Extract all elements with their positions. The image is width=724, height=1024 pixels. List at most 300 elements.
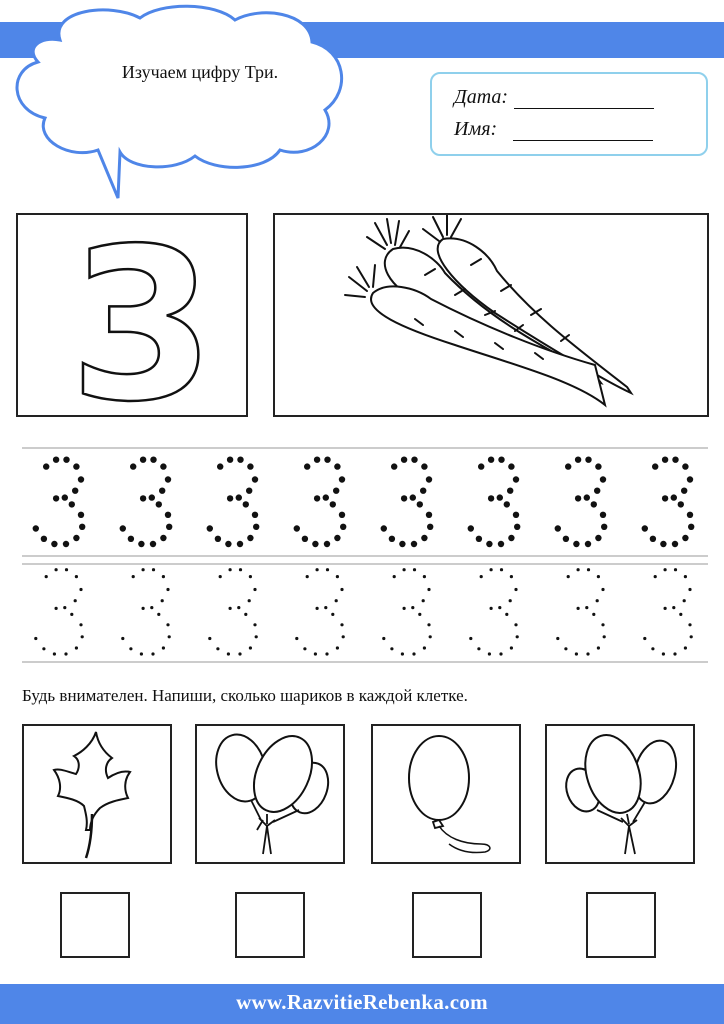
- trace-dot: [389, 536, 395, 542]
- trace-dot: [600, 512, 606, 518]
- trace-dot: [248, 599, 251, 602]
- trace-dot: [642, 525, 648, 531]
- trace-dot: [690, 635, 693, 638]
- trace-dot: [596, 599, 599, 602]
- trace-dot: [601, 524, 607, 530]
- trace-dot: [157, 613, 160, 616]
- trace-dot: [401, 652, 404, 655]
- trace-dot: [597, 575, 600, 578]
- trace-dot: [413, 568, 416, 571]
- trace-dot: [140, 457, 146, 463]
- trace-dot: [601, 623, 604, 626]
- trace-dot: [162, 575, 165, 578]
- trace-dot: [687, 512, 693, 518]
- trace-digit-bold[interactable]: [555, 457, 608, 548]
- trace-dot: [142, 607, 145, 610]
- trace-dot: [294, 525, 300, 531]
- trace-dot: [664, 568, 667, 571]
- trace-dot: [63, 457, 69, 463]
- trace-dot: [510, 575, 513, 578]
- trace-digit-light[interactable]: [121, 568, 171, 656]
- trace-dot: [672, 606, 675, 609]
- trace-dot: [681, 488, 687, 494]
- trace-dot: [684, 575, 687, 578]
- trace-dot: [156, 501, 162, 507]
- trace-dot: [51, 541, 57, 547]
- trace-dot: [246, 488, 252, 494]
- trace-dot: [505, 613, 508, 616]
- trace-dot: [340, 588, 343, 591]
- trace-dot: [161, 599, 164, 602]
- trace-dot: [303, 647, 306, 650]
- trace-dot: [652, 463, 658, 469]
- trace-dot: [555, 525, 561, 531]
- trace-dot: [664, 607, 667, 610]
- trace-dot: [412, 652, 415, 655]
- trace-dot: [63, 606, 66, 609]
- trace-dot: [688, 623, 691, 626]
- trace-dot: [302, 536, 308, 542]
- trace-dot: [390, 647, 393, 650]
- trace-dot: [149, 494, 155, 500]
- trace-dot: [334, 535, 340, 541]
- trace-dot: [504, 501, 510, 507]
- trace-dot: [514, 524, 520, 530]
- trace-digit-bold[interactable]: [468, 457, 521, 548]
- trace-dot: [237, 541, 243, 547]
- answer-box-1[interactable]: [60, 892, 130, 958]
- trace-dot: [509, 599, 512, 602]
- trace-dot: [488, 457, 494, 463]
- trace-dot: [422, 599, 425, 602]
- task-cell-3: [371, 724, 521, 864]
- trace-dot: [130, 463, 136, 469]
- trace-dot: [508, 463, 514, 469]
- balloons-icon: [197, 726, 343, 862]
- trace-digit-light[interactable]: [34, 568, 84, 656]
- trace-dot: [498, 606, 501, 609]
- trace-dot: [79, 524, 85, 530]
- trace-dot: [340, 524, 346, 530]
- trace-digit-bold[interactable]: [207, 457, 260, 548]
- trace-dot: [410, 494, 416, 500]
- trace-dot: [168, 635, 171, 638]
- trace-dot: [671, 494, 677, 500]
- trace-dot: [339, 512, 345, 518]
- trace-dot: [140, 495, 146, 501]
- trace-dot: [423, 575, 426, 578]
- trace-dot: [488, 495, 494, 501]
- website-link[interactable]: www.RazvitieRebenka.com: [236, 990, 488, 1014]
- tracing-area[interactable]: [0, 440, 724, 670]
- trace-dot: [591, 501, 597, 507]
- date-label: Дата:: [454, 86, 509, 108]
- trace-dot: [312, 541, 318, 547]
- trace-dot: [426, 512, 432, 518]
- trace-dot: [339, 476, 345, 482]
- trace-dot: [81, 635, 84, 638]
- trace-dot: [229, 568, 232, 571]
- trace-dot: [643, 637, 646, 640]
- trace-dot: [684, 646, 687, 649]
- trace-dot: [587, 568, 590, 571]
- trace-dot: [75, 646, 78, 649]
- trace-dot: [427, 524, 433, 530]
- trace-dot: [654, 575, 657, 578]
- trace-digit-bold[interactable]: [294, 457, 347, 548]
- trace-dot: [564, 647, 567, 650]
- trace-dot: [247, 535, 253, 541]
- trace-dot: [249, 575, 252, 578]
- name-row: [454, 118, 653, 141]
- trace-dot: [227, 652, 230, 655]
- trace-dot: [150, 541, 156, 547]
- outlined-digit-three: [18, 215, 246, 415]
- trace-dot: [423, 646, 426, 649]
- trace-dot: [236, 494, 242, 500]
- trace-dot: [165, 512, 171, 518]
- answer-box-4[interactable]: [586, 892, 656, 958]
- trace-dot: [334, 463, 340, 469]
- trace-dot: [325, 652, 328, 655]
- trace-digit-bold[interactable]: [381, 457, 434, 548]
- trace-dot: [513, 512, 519, 518]
- name-label: Имя:: [454, 118, 498, 140]
- trace-dot: [381, 525, 387, 531]
- trace-dot: [73, 535, 79, 541]
- trace-dot: [488, 652, 491, 655]
- trace-digit-light[interactable]: [556, 568, 606, 656]
- digit-frame: [16, 213, 248, 417]
- trace-dot: [508, 535, 514, 541]
- trace-dot: [573, 541, 579, 547]
- trace-dot: [70, 613, 73, 616]
- trace-dot: [152, 568, 155, 571]
- trace-dot: [314, 652, 317, 655]
- trace-dot: [660, 541, 666, 547]
- trace-dot: [476, 536, 482, 542]
- svg-text:3: 3: [68, 215, 216, 415]
- trace-dot: [316, 607, 319, 610]
- trace-dot: [306, 575, 309, 578]
- trace-dot: [324, 541, 330, 547]
- trace-dot: [160, 463, 166, 469]
- trace-dot: [166, 623, 169, 626]
- trace-dot: [597, 646, 600, 649]
- trace-dot: [426, 476, 432, 482]
- trace-dot: [673, 652, 676, 655]
- trace-dot: [121, 637, 124, 640]
- trace-dot: [672, 457, 678, 463]
- trace-dot: [586, 652, 589, 655]
- trace-dot: [391, 463, 397, 469]
- trace-dot: [510, 646, 513, 649]
- trace-dot: [253, 588, 256, 591]
- trace-dot: [55, 568, 58, 571]
- trace-dot: [159, 488, 165, 494]
- trace-dot: [331, 613, 334, 616]
- trace-digit-bold[interactable]: [120, 457, 173, 548]
- trace-dot: [565, 463, 571, 469]
- trace-dot: [468, 525, 474, 531]
- trace-dot: [316, 568, 319, 571]
- trace-dot: [401, 457, 407, 463]
- trace-dot: [128, 536, 134, 542]
- trace-dot: [427, 623, 430, 626]
- trace-dot: [393, 575, 396, 578]
- task-cell-2: [195, 724, 345, 864]
- trace-dot: [585, 606, 588, 609]
- trace-dot: [41, 536, 47, 542]
- trace-dot: [229, 607, 232, 610]
- trace-dot: [53, 652, 56, 655]
- leaf-icon: [24, 726, 170, 862]
- trace-dot: [330, 501, 336, 507]
- trace-dot: [577, 568, 580, 571]
- trace-dot: [166, 524, 172, 530]
- trace-dot: [585, 541, 591, 547]
- trace-dot: [237, 457, 243, 463]
- trace-dot: [53, 457, 59, 463]
- trace-dot: [594, 488, 600, 494]
- trace-dot: [72, 488, 78, 494]
- task-cell-4: [545, 724, 695, 864]
- trace-dot: [326, 568, 329, 571]
- trace-dot: [507, 488, 513, 494]
- trace-dot: [237, 606, 240, 609]
- trace-dot: [595, 535, 601, 541]
- trace-dot: [64, 652, 67, 655]
- trace-dot: [340, 623, 343, 626]
- trace-dot: [324, 606, 327, 609]
- trace-dot: [63, 541, 69, 547]
- trace-dot: [75, 575, 78, 578]
- trace-dot: [498, 457, 504, 463]
- info-box: [430, 72, 708, 156]
- trace-dot: [53, 495, 59, 501]
- trace-digit-light[interactable]: [643, 568, 693, 656]
- trace-dot: [480, 575, 483, 578]
- trace-dot: [600, 476, 606, 482]
- task-cell-1: [22, 724, 172, 864]
- trace-dot: [688, 524, 694, 530]
- trace-dot: [215, 536, 221, 542]
- trace-dot: [687, 476, 693, 482]
- trace-dot: [399, 541, 405, 547]
- trace-dot: [679, 613, 682, 616]
- trace-dot: [255, 635, 258, 638]
- task-instruction: Будь внимателен. Напиши, сколько шариков в каждой клетке.: [22, 686, 468, 705]
- trace-dot: [674, 568, 677, 571]
- trace-dot: [247, 463, 253, 469]
- trace-dot: [151, 652, 154, 655]
- trace-dot: [62, 494, 68, 500]
- trace-dot: [140, 652, 143, 655]
- trace-dot: [514, 623, 517, 626]
- trace-dot: [682, 463, 688, 469]
- trace-dot: [490, 607, 493, 610]
- trace-dot: [417, 501, 423, 507]
- trace-digit-bold[interactable]: [642, 457, 695, 548]
- trace-dot: [216, 647, 219, 650]
- trace-dot: [516, 635, 519, 638]
- trace-dot: [513, 476, 519, 482]
- trace-dot: [585, 457, 591, 463]
- trace-dot: [304, 463, 310, 469]
- trace-dot: [138, 541, 144, 547]
- trace-dot: [672, 541, 678, 547]
- trace-dot: [34, 637, 37, 640]
- trace-dot: [314, 457, 320, 463]
- trace-dot: [43, 463, 49, 469]
- trace-dot: [243, 501, 249, 507]
- trace-dot: [603, 635, 606, 638]
- trace-dot: [401, 495, 407, 501]
- trace-dot: [567, 575, 570, 578]
- trace-dot: [421, 535, 427, 541]
- trace-dot: [500, 568, 503, 571]
- trace-dot: [150, 606, 153, 609]
- trace-dot: [469, 637, 472, 640]
- trace-dot: [477, 647, 480, 650]
- trace-dot: [682, 535, 688, 541]
- trace-dot: [497, 494, 503, 500]
- trace-dot: [584, 494, 590, 500]
- trace-dot: [73, 463, 79, 469]
- trace-dot: [563, 536, 569, 542]
- trace-digit-light[interactable]: [469, 568, 519, 656]
- answer-box-2[interactable]: [235, 892, 305, 958]
- trace-dot: [575, 495, 581, 501]
- trace-dot: [78, 476, 84, 482]
- trace-digit-light[interactable]: [382, 568, 432, 656]
- trace-dot: [498, 541, 504, 547]
- trace-dot: [662, 457, 668, 463]
- trace-dot: [688, 588, 691, 591]
- trace-dot: [252, 476, 258, 482]
- trace-dot: [575, 652, 578, 655]
- trace-dot: [227, 495, 233, 501]
- trace-dot: [150, 457, 156, 463]
- trace-dot: [514, 588, 517, 591]
- trace-dot: [244, 613, 247, 616]
- trace-dot: [421, 463, 427, 469]
- trace-digit-light[interactable]: [208, 568, 258, 656]
- trace-dot: [295, 637, 298, 640]
- trace-dot: [411, 541, 417, 547]
- trace-digit-light[interactable]: [295, 568, 345, 656]
- trace-dot: [427, 588, 430, 591]
- trace-dot: [478, 463, 484, 469]
- trace-dot: [335, 599, 338, 602]
- trace-dot: [166, 588, 169, 591]
- trace-dot: [238, 652, 241, 655]
- trace-dot: [499, 652, 502, 655]
- trace-dot: [207, 525, 213, 531]
- trace-dot: [33, 525, 39, 531]
- trace-dot: [227, 457, 233, 463]
- trace-dot: [577, 607, 580, 610]
- trace-dot: [219, 575, 222, 578]
- balloon-icon: [373, 726, 519, 862]
- page-title: Изучаем цифру Три.: [121, 62, 279, 82]
- trace-dot: [225, 541, 231, 547]
- trace-dot: [429, 635, 432, 638]
- trace-dot: [69, 501, 75, 507]
- trace-dot: [79, 623, 82, 626]
- trace-dot: [411, 606, 414, 609]
- trace-dot: [208, 637, 211, 640]
- trace-dot: [142, 568, 145, 571]
- trace-dot: [74, 599, 77, 602]
- trace-dot: [382, 637, 385, 640]
- trace-dot: [42, 647, 45, 650]
- trace-dot: [324, 457, 330, 463]
- trace-dot: [252, 512, 258, 518]
- date-field[interactable]: [514, 90, 654, 109]
- trace-dot: [323, 494, 329, 500]
- trace-dot: [678, 501, 684, 507]
- trace-dot: [162, 646, 165, 649]
- trace-dot: [65, 568, 68, 571]
- trace-dot: [662, 652, 665, 655]
- trace-dot: [575, 457, 581, 463]
- trace-dot: [249, 646, 252, 649]
- trace-dot: [129, 647, 132, 650]
- trace-dot: [486, 541, 492, 547]
- trace-dot: [420, 488, 426, 494]
- trace-dot: [403, 607, 406, 610]
- answer-box-3[interactable]: [412, 892, 482, 958]
- trace-dot: [342, 635, 345, 638]
- picture-frame: [273, 213, 709, 417]
- trace-dot: [411, 457, 417, 463]
- trace-dot: [120, 525, 126, 531]
- trace-dot: [650, 536, 656, 542]
- trace-digit-bold[interactable]: [33, 457, 86, 548]
- trace-dot: [160, 535, 166, 541]
- trace-dot: [336, 646, 339, 649]
- trace-dot: [556, 637, 559, 640]
- trace-dot: [662, 495, 668, 501]
- date-row: [454, 86, 654, 109]
- trace-dot: [253, 623, 256, 626]
- trace-dot: [314, 495, 320, 501]
- balloons-icon: [547, 726, 693, 862]
- trace-dot: [45, 575, 48, 578]
- trace-dot: [595, 463, 601, 469]
- trace-dot: [336, 575, 339, 578]
- carrots-icon: [275, 215, 707, 415]
- trace-dot: [132, 575, 135, 578]
- trace-dot: [79, 588, 82, 591]
- trace-dot: [490, 568, 493, 571]
- trace-dot: [78, 512, 84, 518]
- trace-dot: [239, 568, 242, 571]
- trace-dot: [403, 568, 406, 571]
- trace-dot: [601, 588, 604, 591]
- trace-dot: [651, 647, 654, 650]
- trace-dot: [55, 607, 58, 610]
- speech-cloud-icon: [0, 0, 360, 210]
- trace-dot: [217, 463, 223, 469]
- trace-dot: [333, 488, 339, 494]
- name-field[interactable]: [513, 122, 653, 141]
- trace-dot: [683, 599, 686, 602]
- trace-dot: [253, 524, 259, 530]
- trace-dot: [165, 476, 171, 482]
- trace-dot: [592, 613, 595, 616]
